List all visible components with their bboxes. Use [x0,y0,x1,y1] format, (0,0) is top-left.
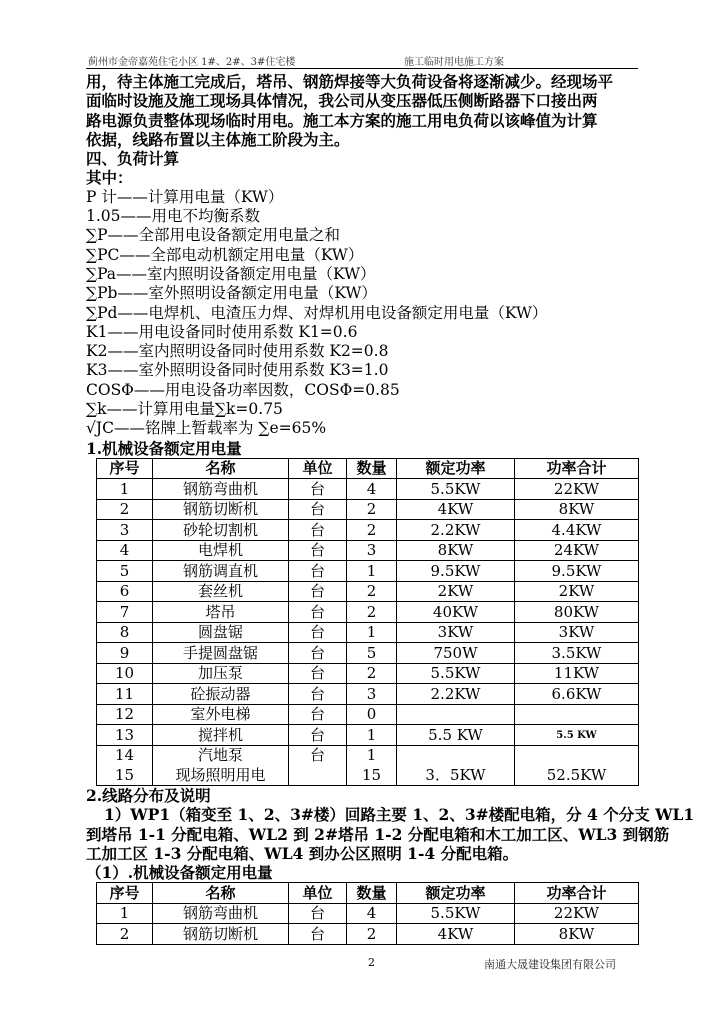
table-cell: 钢筋调直机 [153,561,289,582]
table-header-cell: 序号 [97,883,153,904]
table-header-cell: 功率合计 [515,883,639,904]
route-description [86,805,695,863]
table-cell: 台 [289,520,347,541]
table-cell: 8KW [397,540,515,561]
table-cell: 2 [347,924,397,945]
table-cell: 5.5KW [397,903,515,924]
table-header-cell: 功率合计 [515,458,639,479]
table-cell: 3 [347,540,397,561]
table-header-cell: 数量 [347,458,397,479]
header-project-name: 蓟州市金帝嘉苑住宅小区 1#、2#、3#住宅楼 [88,57,296,68]
definition-item: COSΦ——用电设备功率因数，COSΦ=0.85 [86,380,400,399]
table-cell: 2.2KW [397,684,515,705]
table-cell: 0 [347,704,397,725]
table-cell: 台 [289,581,347,602]
intro-line: 依据，线路布置以主体施工阶段为主。 [86,129,350,149]
table-cell: 8KW [515,924,639,945]
table-row [97,561,639,582]
table-cell: 3KW [397,622,515,643]
table-cell: 11 [97,684,153,705]
table-cell: 5.5 KW [397,725,515,746]
table-cell: 9.5KW [397,561,515,582]
table-cell: 2 [347,602,397,623]
route-line: 到塔吊 1-1 分配电箱、WL2 到 2#塔吊 1-2 分配电箱和木工加工区、WL3 到钢筋 [86,824,670,844]
table-cell: 台 [289,725,347,746]
table-header-cell: 额定功率 [397,458,515,479]
page-number: 2 [368,956,375,969]
table-cell: 1 [347,725,397,746]
table-cell: 5 [97,561,153,582]
table-cell: 80KW [515,602,639,623]
table-cell: 台 [289,561,347,582]
table-header-cell: 单位 [289,883,347,904]
definitions-list [86,188,646,439]
table-cell: 台 [289,684,347,705]
table-cell: 2 [97,924,153,945]
table-cell: 钢筋切断机 [153,499,289,520]
table-cell: 室外电梯 [153,704,289,725]
table-header-cell: 单位 [289,458,347,479]
table-cell: 3KW [515,622,639,643]
definition-item: P 计——计算用电量（KW） [86,187,284,206]
table-row [97,903,639,924]
table-row [97,663,639,684]
table-row [97,924,639,945]
table-row [97,479,639,500]
table-cell: 3．5KW [397,765,515,785]
table-header-row [97,883,639,904]
table-header-cell: 名称 [153,458,289,479]
table-row [97,704,639,725]
intro-line: 面临时设施及施工现场具体情况，我公司从变压器低压侧断路器下口接出两 [86,91,598,111]
table-cell [515,704,639,725]
definition-item: ∑Pd——电焊机、电渣压力焊、对焊机用电设备额定用电量（KW） [86,303,548,322]
table-cell: 22KW [515,903,639,924]
header-document-title: 施工临时用电施工方案 [404,57,504,68]
table-cell: 2 [347,520,397,541]
definition-item: ∑Pb——室外照明设备额定用电量（KW） [86,284,377,303]
table-cell: 10 [97,663,153,684]
intro-paragraph [86,72,646,149]
table-cell: 2 [347,499,397,520]
table-cell: 4 [97,540,153,561]
table-2-title: （1）.机械设备额定用电量 [86,863,273,883]
table-cell: 2KW [515,581,639,602]
table-cell: 1 [347,745,397,765]
table-cell: 4KW [397,499,515,520]
table-cell: 3 [347,684,397,705]
table-cell: 套丝机 [153,581,289,602]
table-cell: 5.5KW [397,479,515,500]
page-content [86,72,695,945]
table-cell: 台 [289,602,347,623]
table-cell: 2KW [397,581,515,602]
table-cell: 手提圆盘锯 [153,643,289,664]
table-cell: 6.6KW [515,684,639,705]
table-cell: 40KW [397,602,515,623]
table-cell [397,745,515,765]
table-cell: 5.5 KW [515,725,639,746]
table-cell: 1 [97,479,153,500]
table-row [97,643,639,664]
table-cell: 2 [97,499,153,520]
equipment-table-2 [96,882,639,945]
table-cell: 4 [347,479,397,500]
route-line: 1）WP1（箱变至 1、2、3#楼）回路主要 1、2、3#楼配电箱，分 4 个分支 WL1 [104,805,695,825]
table-cell: 2 [347,581,397,602]
table-cell: 5 [347,643,397,664]
table-cell: 塔吊 [153,602,289,623]
table-cell: 台 [289,663,347,684]
definition-item: K3——室外照明设备同时使用系数 K3=1.0 [86,361,389,380]
definition-item: ∑k——计算用电量∑k=0.75 [86,400,283,419]
table-cell: 4 [347,903,397,924]
definition-item: 1.05——用电不均衡系数 [86,207,261,226]
table-cell: 台 [289,924,347,945]
table-cell: 钢筋弯曲机 [153,903,289,924]
table-row [97,684,639,705]
table-cell: 11KW [515,663,639,684]
table-cell: 15 [347,765,397,785]
table-cell: 750W [397,643,515,664]
page-header [86,52,638,69]
table-cell: 9 [97,643,153,664]
table-cell: 汽地泵 [153,745,289,765]
among-label: 其中： [86,168,133,188]
table-cell: 14 [97,745,153,765]
table-cell: 8 [97,622,153,643]
section-2-heading: 2.线路分布及说明 [86,785,211,805]
table-header-cell: 数量 [347,883,397,904]
table-cell: 6 [97,581,153,602]
table-row [97,499,639,520]
definition-item: ∑Pa——室内照明设备额定用电量（KW） [86,264,376,283]
table-cell: 52.5KW [515,765,639,785]
table-cell: 电焊机 [153,540,289,561]
table-cell: 2 [347,663,397,684]
definition-item: √JC——铭牌上暂载率为 ∑e=65% [86,419,327,438]
table-cell: 24KW [515,540,639,561]
footer-company: 南通大晟建设集团有限公司 [484,958,616,971]
table-cell [515,745,639,765]
definition-item: ∑P——全部用电设备额定用电量之和 [86,226,340,245]
table-cell: 4KW [397,924,515,945]
table-cell: 砂轮切割机 [153,520,289,541]
table-cell: 5.5KW [397,663,515,684]
table-cell: 台 [289,903,347,924]
table-cell: 9.5KW [515,561,639,582]
table-row [97,765,639,785]
table-cell: 圆盘锯 [153,622,289,643]
table-cell: 13 [97,725,153,746]
table-cell [397,704,515,725]
table-cell: 2.2KW [397,520,515,541]
table-cell: 3.5KW [515,643,639,664]
table-cell: 22KW [515,479,639,500]
table-cell: 台 [289,479,347,500]
table-row [97,540,639,561]
table-cell: 钢筋切断机 [153,924,289,945]
table-cell: 砼振动器 [153,684,289,705]
table-row [97,602,639,623]
table-cell: 1 [347,561,397,582]
table-header-row [97,458,639,479]
table-row [97,622,639,643]
table-cell: 7 [97,602,153,623]
table-row [97,581,639,602]
table-cell: 1 [97,903,153,924]
table-cell: 4.4KW [515,520,639,541]
table-header-cell: 序号 [97,458,153,479]
definition-item: ∑PC——全部电动机额定用电量（KW） [86,245,364,264]
table-row [97,745,639,765]
definition-item: K2——室内照明设备同时使用系数 K2=0.8 [86,342,389,361]
table-cell: 1 [347,622,397,643]
table-cell: 搅拌机 [153,725,289,746]
intro-line: 路电源负责整体现场临时用电。施工本方案的施工用电负荷以该峰值为计算 [86,110,598,130]
table-cell: 台 [289,540,347,561]
table-cell: 台 [289,745,347,765]
table-row [97,520,639,541]
table-cell [289,765,347,785]
table-cell: 8KW [515,499,639,520]
table-header-cell: 额定功率 [397,883,515,904]
table-header-cell: 名称 [153,883,289,904]
table-cell: 3 [97,520,153,541]
equipment-table [96,458,639,786]
intro-line: 用，待主体施工完成后，塔吊、钢筋焊接等大负荷设备将逐渐减少。经现场平 [86,72,614,91]
table-cell: 加压泵 [153,663,289,684]
table-cell: 钢筋弯曲机 [153,479,289,500]
table-cell: 现场照明用电 [153,765,289,785]
page-footer [0,956,724,972]
table-cell: 台 [289,643,347,664]
table-cell: 15 [97,765,153,785]
table-cell: 台 [289,622,347,643]
table-1-title: 1.机械设备额定用电量 [86,438,242,458]
table-cell: 12 [97,704,153,725]
section-4-heading: 四、负荷计算 [86,149,180,169]
table-row [97,725,639,746]
table-cell: 台 [289,704,347,725]
route-line: 工加工区 1-3 分配电箱、WL4 到办公区照明 1-4 分配电箱。 [86,843,519,863]
table-cell: 台 [289,499,347,520]
definition-item: K1——用电设备同时使用系数 K1=0.6 [86,322,358,341]
